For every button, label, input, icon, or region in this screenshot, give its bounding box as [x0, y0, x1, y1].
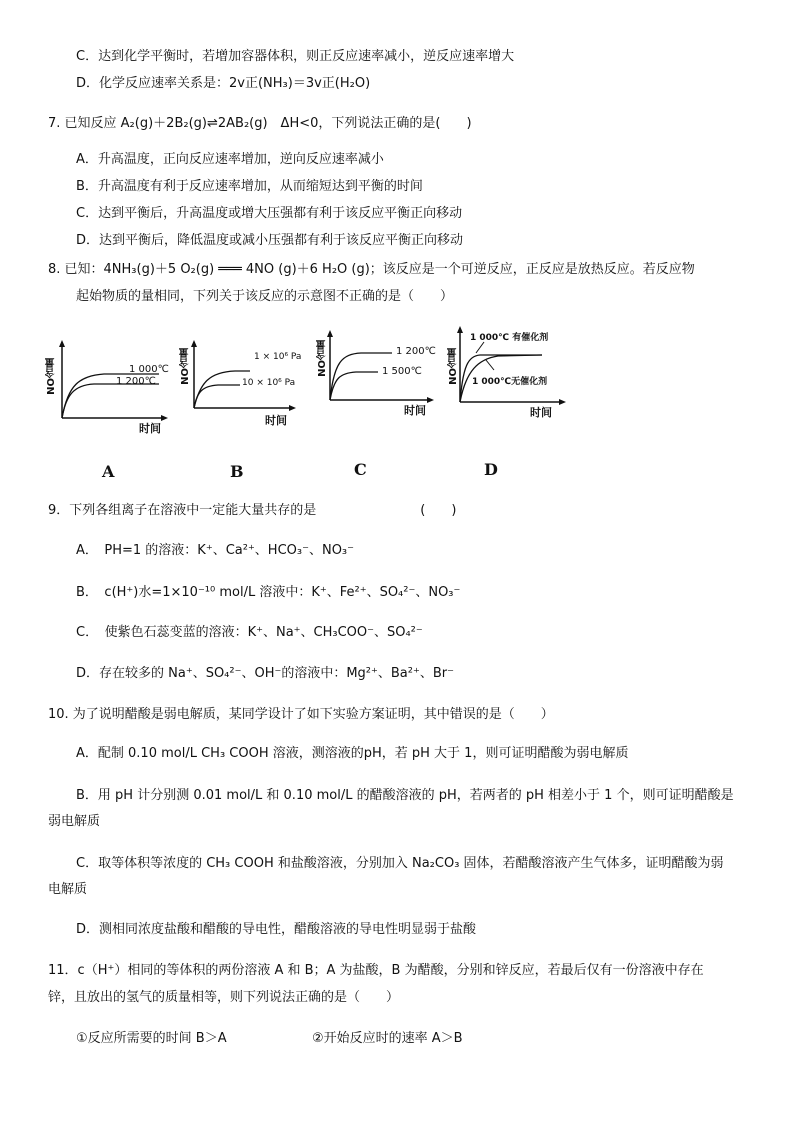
graph-c-ylabel: NO含量 [317, 340, 328, 377]
graph-d-top-label: 1 000℃ 有催化剂 [470, 333, 549, 343]
q10-option-a: A．配制 0.10 mol/L CH₃ COOH 溶液，测溶液的pH，若 pH 大于 1，则可证明醋酸为弱电解质 [76, 746, 629, 761]
q10-option-d: D．测相同浓度盐酸和醋酸的导电性，醋酸溶液的导电性明显弱于盐酸 [76, 922, 477, 937]
q8-stem-line2: 起始物质的量相同，下列关于该反应的示意图不正确的是（ ） [76, 289, 454, 304]
graph-b-ylabel: NO含量 [180, 348, 191, 385]
graph-b-xlabel: 时间 [265, 414, 287, 427]
q7-option-d: D．达到平衡后，降低温度或减小压强都有利于该反应平衡正向移动 [76, 233, 464, 248]
q8-stem-line1: 8. 已知：4NH₃(g)＋5 O₂(g) ═══ 4NO (g)＋6 H₂O (g)；该反应是一个可逆反应，正反应是放热反应。若反应物 [48, 262, 695, 277]
graph-a-bottom-label: 1 200℃ [116, 376, 156, 387]
q6-option-d: D．化学反应速率关系是：2v正(NH₃)＝3v正(H₂O) [76, 76, 371, 91]
graph-a [44, 340, 174, 435]
q10-option-b-line2: 弱电解质 [48, 814, 101, 829]
q7-option-a: A．升高温度，正向反应速率增加，逆向反应速率减小 [76, 152, 384, 167]
graph-a-xlabel: 时间 [139, 422, 161, 435]
graph-d-ylabel: NO含量 [448, 348, 459, 385]
q7-option-b: B．升高温度有利于反应速率增加，从而缩短达到平衡的时间 [76, 179, 423, 194]
q11-stem-line2: 锌，且放出的氢气的质量相等，则下列说法正确的是（ ） [48, 990, 400, 1005]
graph-d-xlabel: 时间 [530, 406, 552, 419]
q9-option-a: A． PH=1 的溶液：K⁺、Ca²⁺、HCO₃⁻、NO₃⁻ [76, 543, 354, 558]
q11-stem-line1: 11．c（H⁺）相同的等体积的两份溶液 A 和 B；A 为盐酸，B 为醋酸，分别和锌反应，若最后仅有一份溶液中存在 [48, 963, 704, 978]
q6-option-c: C．达到化学平衡时，若增加容器体积，则正反应速率减小，逆反应速率增大 [76, 49, 515, 64]
q10-option-c-line2: 电解质 [48, 882, 88, 897]
graph-d-bottom-label: 1 000℃无催化剂 [472, 377, 548, 387]
q11-item-2: ②开始反应时的速率 A＞B [312, 1031, 463, 1046]
q9-option-b: B． c(H⁺)水=1×10⁻¹⁰ mol/L 溶液中：K⁺、Fe²⁺、SO₄²⁻、NO₃⁻ [76, 585, 461, 600]
graph-c [316, 330, 446, 420]
graph-d-letter: D [484, 460, 498, 479]
q10-option-b-line1: B．用 pH 计分别测 0.01 mol/L 和 0.10 mol/L 的醋酸溶液的 pH，若两者的 pH 相差小于 1 个，则可证明醋酸是 [76, 788, 734, 803]
graph-a-ylabel: NO含量 [46, 358, 57, 395]
q7-option-c: C．达到平衡后，升高温度或增大压强都有利于该反应平衡正向移动 [76, 206, 463, 221]
q10-option-c-line1: C．取等体积等浓度的 CH₃ COOH 和盐酸溶液，分别加入 Na₂CO₃ 固体，若醋酸溶液产生气体多，证明醋酸为弱 [76, 856, 724, 871]
q11-item-1: ①反应所需要的时间 B＞A [76, 1031, 227, 1046]
graph-b-top-label: 1 × 10⁶ Pa [254, 352, 302, 362]
graph-c-xlabel: 时间 [404, 404, 426, 417]
graph-a-letter: A [102, 462, 115, 481]
q9-option-d: D．存在较多的 Na⁺、SO₄²⁻、OH⁻的溶液中：Mg²⁺、Ba²⁺、Br⁻ [76, 666, 454, 681]
q7-stem: 7. 已知反应 A₂(g)＋2B₂(g)⇌2AB₂(g) ΔH<0，下列说法正确的是( ) [48, 116, 472, 131]
graph-b-letter: B [230, 462, 244, 481]
graph-c-top-label: 1 200℃ [396, 346, 436, 357]
graph-d [450, 326, 580, 421]
graph-a-top-label: 1 000℃ [129, 364, 169, 375]
graph-c-letter: C [354, 460, 367, 479]
q9-stem: 9．下列各组离子在溶液中一定能大量共存的是 ( ) [48, 503, 457, 518]
graph-b [180, 340, 310, 435]
q9-option-c: C． 使紫色石蕊变蓝的溶液：K⁺、Na⁺、CH₃COO⁻、SO₄²⁻ [76, 625, 423, 640]
graph-b-bottom-label: 10 × 10⁶ Pa [242, 378, 296, 388]
q10-stem: 10. 为了说明醋酸是弱电解质，某同学设计了如下实验方案证明，其中错误的是（ ） [48, 707, 554, 722]
graph-c-bottom-label: 1 500℃ [382, 366, 422, 377]
